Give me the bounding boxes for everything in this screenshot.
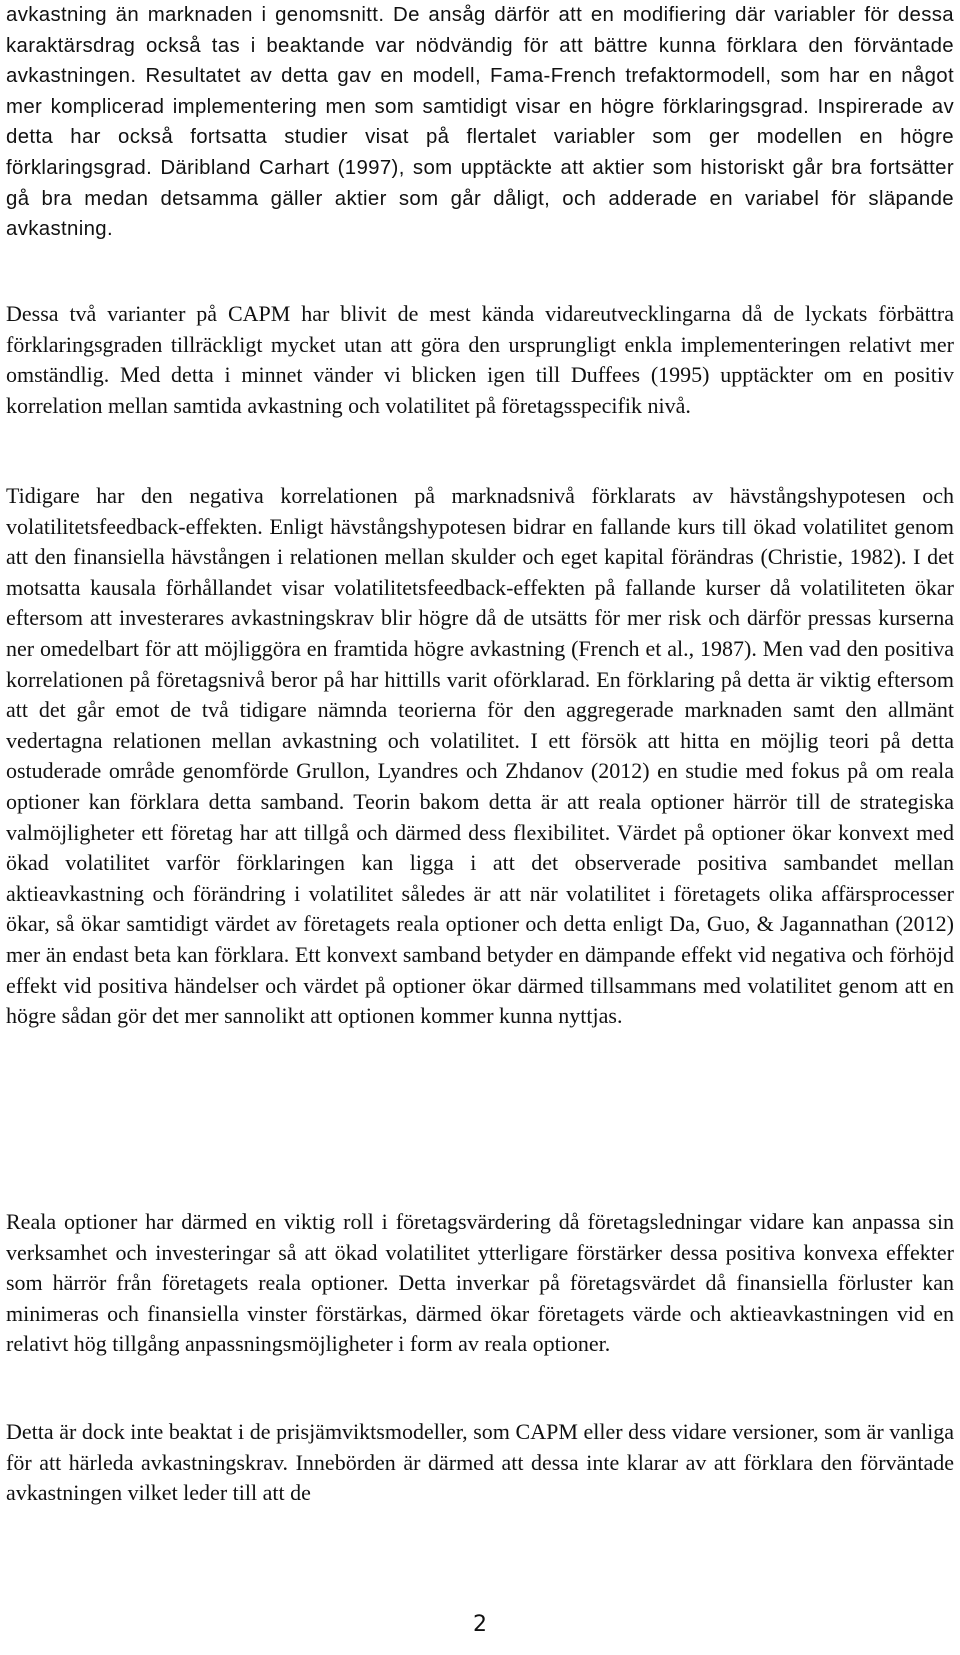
paragraph-3: Tidigare har den negativa korrelationen på marknadsnivå förklarats av hävstångshypotesen och volatilitetsfeedback-effekten. Enligt hävstångshypotesen bidrar en fallande kurs till ökad volatilitet genom att den finansiella hävstången i relationen mellan skulder och eget kapital förändras (Christie, 1982). I det motsatta kausala förhållandet visar volatilitetsfeedback-effekten på fallande kurser då volatiliteten ökar eftersom att investerares avkastningskrav blir högre då de utsätts för mer risk och därför pressas kurserna ner omedelbart för att möjliggöra en framtida högre avkastning (French et al., 1987). Men vad den positiva korrelationen på företagsnivå beror på har hittills varit oförklarad. En förklaring på detta är viktig eftersom att det går emot de två tidigare nämnda teorierna för den aggregerade marknaden samt den allmänt vedertagna relationen mellan avkastning och volatilitet. I ett försök att hitta en möjlig teori på detta ostuderade område genomförde Grullon, Lyandres och Zhdanov (2012) en studie med fokus på om reala optioner kan förklara detta samband. Teorin bakom detta är att reala optioner härrör till de strategiska valmöjligheter ett företag har att tillgå och därmed dess flexibilitet. Värdet på optioner ökar konvext med ökad volatilitet varför förklaringen kan ligga i att det observerade positiva sambandet mellan aktieavkastning och förändring i volatilitet således är att när volatilitet i företagets olika affärsprocesser ökar, så ökar samtidigt värdet av företagets reala optioner och detta enligt Da, Guo, & Jagannathan (2012) mer än endast beta kan förklara. Ett konvext samband betyder en dämpande effekt vid negativa och förhöjd effekt vid positiva händelser och värdet på optioner ökar därmed tillsammans med volatilitet genom att en högre sådan gör det mer sannolikt att optionen kommer kunna nyttjas.	[6, 483, 954, 1029]
paragraph-2: Dessa två varianter på CAPM har blivit de mest kända vidareutvecklingarna då de lyckats förbättra förklaringsgraden tillräckligt mycket utan att göra den ursprungligt enkla implementeringen relativt mer omständlig. Med detta i minnet vänder vi blicken igen till Duffees (1995) upptäckter om en positiv korrelation mellan samtida avkastning och volatilitet på företagsspecifik nivå.	[6, 301, 954, 418]
paragraph-5: Detta är dock inte beaktat i de prisjämviktsmodeller, som CAPM eller dess vidare versioner, som är vanliga för att härleda avkastningskrav. Innebörden är därmed att dessa inte klarar av att förklara den förväntade avkastningen vilket leder till att de	[6, 1419, 954, 1506]
paragraph-1: avkastning än marknaden i genomsnitt. De ansåg därför att en modifiering där variabler för dessa karaktärsdrag också tas i beaktande var nödvändig för att bättre kunna förklara den förväntade avkastningen. Resultatet av detta gav en modell, Fama-French trefaktormodell, som har en något mer komplicerad implementering men som samtidigt visar en högre förklaringsgrad. Inspirerade av detta har också fortsatta studier visat på flertalet variabler som ger modellen en högre förklaringsgrad. Däribland Carhart (1997), som upptäckte att aktier som historiskt går bra fortsätter gå bra medan detsamma gäller aktier som går dåligt, och adderade en variabel för släpande avkastning.	[6, 4, 954, 241]
paragraph-4: Reala optioner har därmed en viktig roll i företagsvärdering då företagsledningar vidare kan anpassa sin verksamhet och investeringar så att ökad volatilitet ytterligare förstärker dessa positiva konvexa effekter som härrör från företagets reala optioner. Detta inverkar på företagsvärdet då finansiella förluster kan minimeras och finansiella vinster förstärkas, därmed ökar företagets värde och aktieavkastningen vid en relativt hög tillgång anpassningsmöjligheter i form av reala optioner.	[6, 1209, 954, 1357]
page-number: 2	[473, 1612, 487, 1637]
